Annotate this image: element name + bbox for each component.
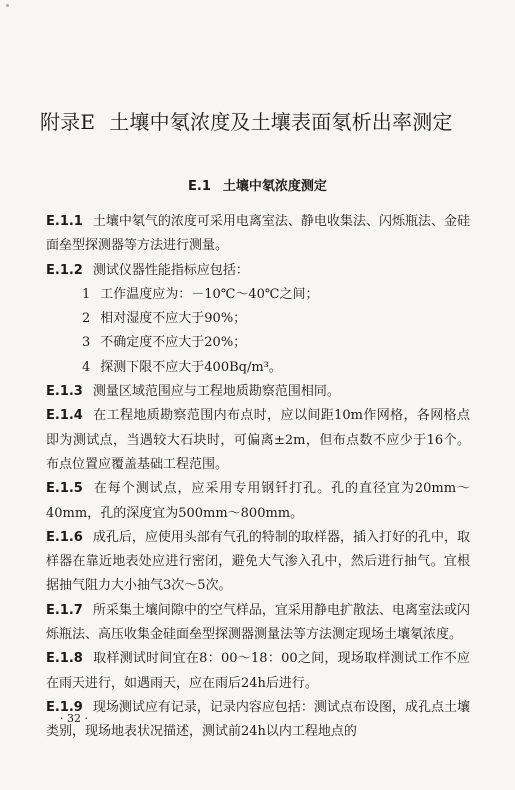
body-text xyxy=(46,210,470,745)
clause-e-1-5 xyxy=(46,477,470,526)
clause-e-1-2 xyxy=(46,259,470,283)
clause-text: 所采集土壤间隙中的空气样品，宜采用静电扩散法、电离室法或闪烁瓶法、高压收集金硅面垒型探测器测量法等方法测定现场土壤氡浓度。 xyxy=(46,602,470,643)
section-number: E.1 xyxy=(188,179,211,194)
clause-e-1-6 xyxy=(46,526,470,599)
clause-number: E.1.3 xyxy=(46,384,83,400)
clause-number: E.1.7 xyxy=(46,602,83,618)
clause-number: E.1.5 xyxy=(46,481,83,497)
item-number: 4 xyxy=(82,359,91,375)
clause-number: E.1.4 xyxy=(46,408,83,424)
section-title xyxy=(0,178,515,196)
clause-text: 取样测试时间宜在8：00～18：00之间，现场取样测试工作不应在雨天进行，如遇雨天，应在雨后24h后进行。 xyxy=(46,651,470,691)
clause-text: 在每个测试点，应采用专用钢钎打孔。孔的直径宜为20mm～40mm，孔的深度宜为500mm～800mm。 xyxy=(46,481,470,521)
item-text: 不确定度不应大于20%； xyxy=(100,335,247,351)
list-item xyxy=(46,307,470,331)
list-item xyxy=(46,283,470,307)
clause-e-1-7 xyxy=(46,599,470,648)
item-number: 2 xyxy=(82,311,91,327)
page-number: · 32 · xyxy=(60,712,88,725)
item-number: 1 xyxy=(82,286,91,302)
clause-text: 在工程地质勘察范围内布点时，应以间距10m作网格，各网格点即为测试点，当遇较大石块时，可偏离±2m，但布点数不应少于16个。布点位置应覆盖基础工程范围。 xyxy=(46,408,470,472)
clause-number: E.1.1 xyxy=(46,214,83,229)
clause-number: E.1.8 xyxy=(46,651,83,667)
clause-number: E.1.6 xyxy=(46,529,83,545)
clause-e-1-4 xyxy=(46,404,470,477)
scan-speck xyxy=(6,4,9,7)
clause-number: E.1.2 xyxy=(46,262,83,278)
clause-e-1-3 xyxy=(46,380,470,404)
appendix-title-text: 土壤中氡浓度及土壤表面氡析出率测定 xyxy=(109,110,453,134)
list-item xyxy=(46,331,470,355)
list-item xyxy=(46,356,470,380)
clause-number: E.1.9 xyxy=(46,699,83,715)
clause-e-1-9 xyxy=(46,696,470,745)
item-text: 相对湿度不应大于90%； xyxy=(100,311,247,327)
clause-text: 测量区域范围应与工程地质勘察范围相同。 xyxy=(92,384,340,400)
item-text: 工作温度应为：－10℃～40℃之间； xyxy=(100,286,319,302)
item-text: 探测下限不应大于400Bq/m³。 xyxy=(100,359,282,375)
clause-text: 成孔后，应使用头部有气孔的特制的取样器，插入打好的孔中，取样器在靠近地表处应进行密闭，避免大气渗入孔中，然后进行抽气。宜根据抽气阻力大小抽气3次～5次。 xyxy=(46,529,470,594)
clause-text: 土壤中氡气的浓度可采用电离室法、静电收集法、闪烁瓶法、金硅面垒型探测器等方法进行测量。 xyxy=(46,214,470,254)
clause-text: 测试仪器性能指标应包括： xyxy=(92,262,249,278)
clause-e-1-8 xyxy=(46,647,470,696)
item-number: 3 xyxy=(82,335,91,351)
section-title-text: 土壤中氡浓度测定 xyxy=(222,179,327,194)
clause-text: 现场测试应有记录，记录内容应包括：测试点布设图，成孔点土壤类别，现场地表状况描述，测试前24h以内工程地点的 xyxy=(46,699,470,740)
appendix-label: 附录E xyxy=(40,110,96,134)
clause-e-1-1 xyxy=(46,210,470,259)
appendix-title xyxy=(40,110,480,134)
